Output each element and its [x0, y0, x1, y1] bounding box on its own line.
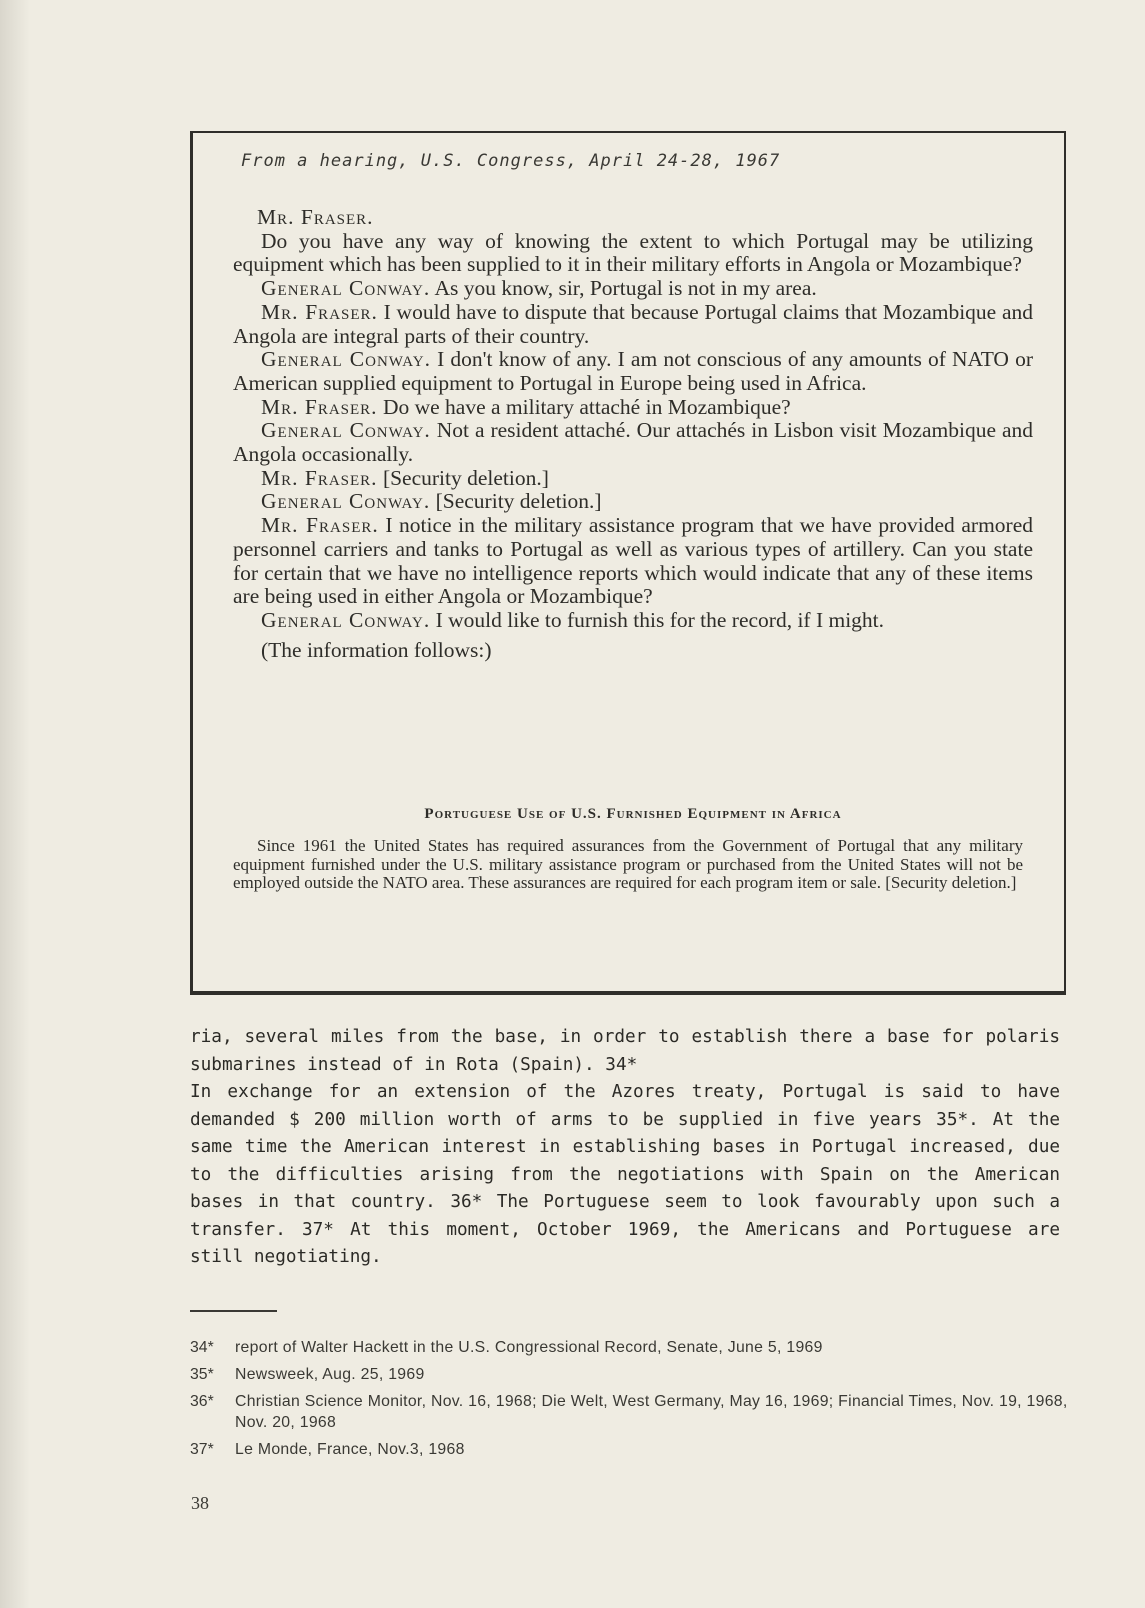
speaker-name: General Conway.	[261, 276, 431, 301]
speech-text: Do you have any way of knowing the extent to which Portugal may be utilizing equipment which has been supplied to it in their military efforts in Angola or Mozambique?	[233, 228, 1033, 277]
transcript-line	[233, 490, 1033, 514]
transcript-line	[233, 396, 1033, 420]
speech-text: I notice in the military assistance program that we have provided armored personnel carriers and tanks to Portugal as well as various types of artillery. Can you state for certain that we have no intelligence reports which would indicate that any of these items are being used in either Angola or Mozambique?	[233, 513, 1033, 609]
speaker-name: Mr. Fraser.	[261, 394, 378, 419]
speaker-name: Mr. Fraser.	[261, 465, 378, 490]
inset-body	[233, 837, 1023, 893]
transcript-line	[233, 514, 1033, 609]
body-paragraph: In exchange for an extension of the Azores treaty, Portugal is said to have demanded $ 200 million worth of arms to be supplied in five years 35*. At the same time the American interest in establishing bases in Portugal increased, due to the difficulties arising from the negotiations with Spain on the American bases in that country. 36* The Portuguese seem to look favourably upon such a transfer. 37* At this moment, October 1969, the Americans and Portuguese are still negotiating.	[190, 1082, 1060, 1267]
speaker-name: General Conway.	[261, 418, 431, 443]
page-edge	[0, 0, 30, 1608]
hearing-transcript	[233, 206, 1033, 662]
speech-text: I don't know of any. I am not conscious of any amounts of NATO or American supplied equipment to Portugal in Europe being used in Africa.	[233, 347, 1033, 395]
transcript-line	[233, 277, 1033, 301]
speech-text: As you know, sir, Portugal is not in my area.	[434, 276, 817, 301]
speaker-name: Mr. Fraser.	[261, 513, 379, 538]
inset-heading: Portuguese Use of U.S. Furnished Equipment in Africa	[424, 806, 842, 822]
footnote-number: 36*	[190, 1393, 214, 1410]
information-follows: (The information follows:)	[261, 637, 492, 662]
speaker-name: Mr. Fraser.	[257, 205, 374, 229]
footnote-divider	[190, 1310, 277, 1312]
footnote-number: 34*	[190, 1339, 214, 1356]
speech-text: [Security deletion.]	[382, 465, 549, 490]
speech-text: I would like to furnish this for the record, if I might.	[435, 607, 885, 632]
hearing-excerpt-box	[190, 131, 1066, 995]
transcript-line	[233, 419, 1033, 466]
page-number: 38	[191, 1493, 209, 1513]
speech-text: I would have to dispute that because Portugal claims that Mozambique and Angola are integral parts of their country.	[233, 299, 1034, 348]
footnotes	[190, 1337, 1070, 1466]
footnote-text: Newsweek, Aug. 25, 1969	[235, 1366, 425, 1383]
footnote-text: Christian Science Monitor, Nov. 16, 1968; Die Welt, West Germany, May 16, 1969; Financial Times, Nov. 19, 1968, Nov. 20, 1968	[235, 1393, 1068, 1431]
speaker-name: General Conway.	[261, 347, 431, 372]
speaker-name: Mr. Fraser.	[261, 299, 378, 324]
footnote-number: 35*	[190, 1366, 214, 1383]
inset-paragraph: Since 1961 the United States has required assurances from the Government of Portugal that any military equipment furnished under the U.S. military assistance program or purchased from the United States will not be employed outside the NATO area. These assurances are required for each program item or sale. [Security deletion.]	[233, 836, 1023, 893]
footnote-text: Le Monde, France, Nov.3, 1968	[235, 1441, 465, 1458]
transcript-line	[233, 301, 1033, 348]
body-text	[190, 1024, 1060, 1272]
excerpt-caption: From a hearing, U.S. Congress, April 24-28, 1967	[241, 151, 781, 171]
transcript-line	[233, 230, 1033, 277]
transcript-line	[233, 206, 1033, 230]
footnote-item	[190, 1391, 1070, 1433]
speaker-name: General Conway.	[261, 489, 431, 514]
speech-text: Do we have a military attaché in Mozambique?	[382, 394, 791, 419]
transcript-line	[233, 467, 1033, 491]
speech-text: Not a resident attaché. Our attachés in Lisbon visit Mozambique and Angola occasionally.	[233, 418, 1034, 467]
footnote-item	[190, 1337, 1070, 1358]
body-paragraph: ria, several miles from the base, in order to establish there a base for polaris submarines instead of in Rota (Spain). 34*	[190, 1027, 1060, 1075]
transcript-line	[233, 348, 1033, 395]
footnote-item	[190, 1364, 1070, 1385]
speech-text: [Security deletion.]	[435, 489, 602, 514]
speaker-name: General Conway.	[261, 607, 431, 632]
footnote-text: report of Walter Hackett in the U.S. Congressional Record, Senate, June 5, 1969	[235, 1339, 823, 1356]
transcript-line	[233, 609, 1033, 633]
footnote-number: 37*	[190, 1441, 214, 1458]
footnote-item	[190, 1439, 1070, 1460]
